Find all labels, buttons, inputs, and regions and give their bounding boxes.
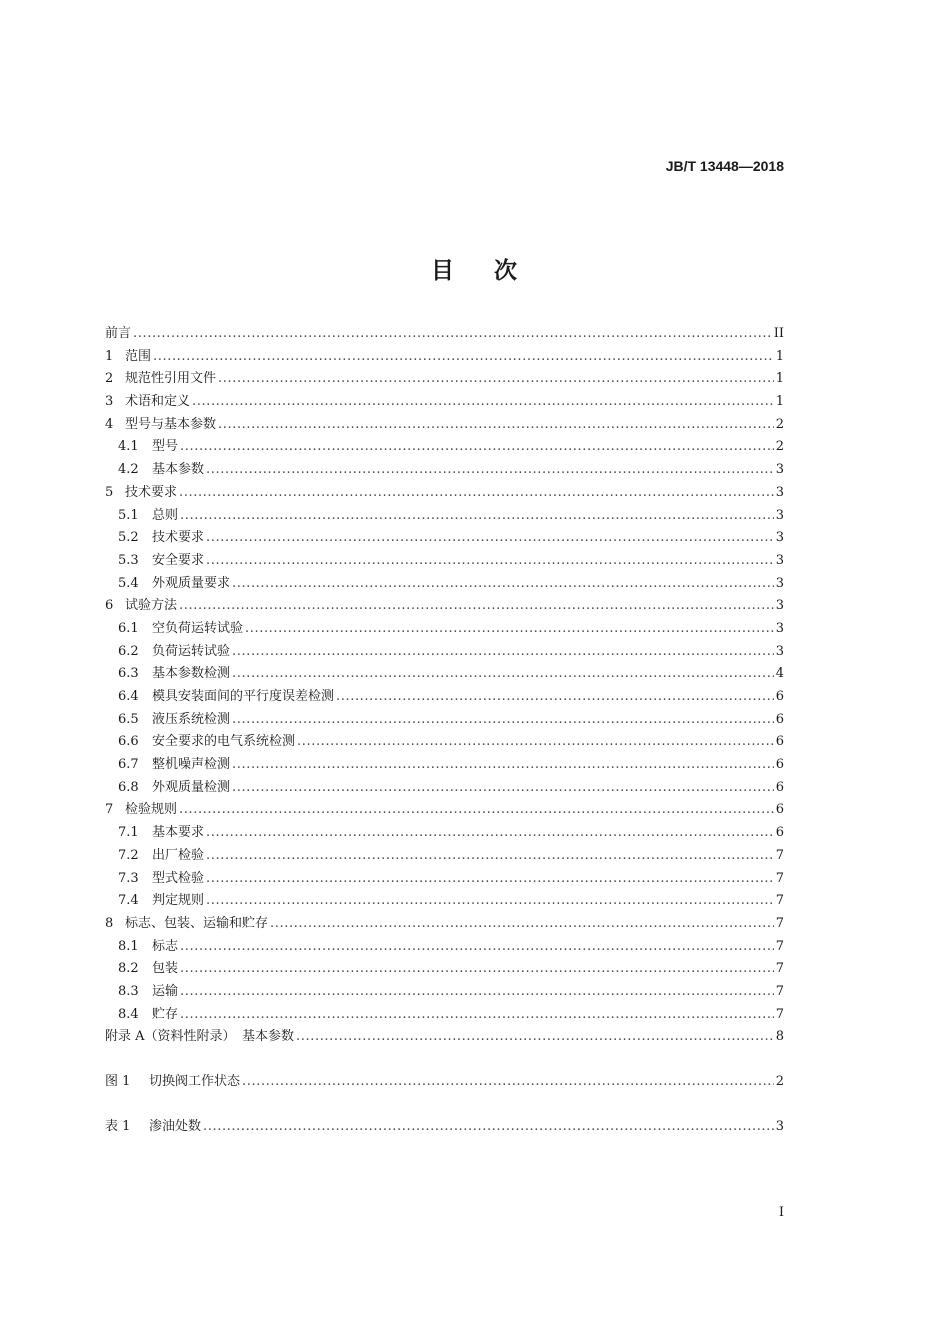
page-number: I (778, 1205, 784, 1220)
toc-entry-label: 型号 (152, 439, 179, 455)
toc-entry[interactable] (105, 1003, 784, 1026)
toc-entry-page: 3 (775, 575, 784, 591)
toc-entry-page: 7 (775, 893, 784, 909)
toc-entry-number: 7.3 (118, 870, 139, 886)
toc-entry[interactable] (105, 1115, 784, 1138)
toc-entry-label: 渗油处数 (149, 1118, 202, 1134)
toc-entry-page: 2 (775, 416, 784, 432)
toc-entry-number: 7 (105, 802, 114, 818)
toc-entry-label: 判定规则 (152, 893, 205, 909)
toc-entry-label: 运输 (152, 983, 179, 999)
toc-entry-label: 型式检验 (152, 870, 205, 886)
toc-entry-number: 7.1 (118, 825, 139, 841)
toc-entry[interactable] (105, 572, 784, 595)
toc-entry[interactable] (105, 821, 784, 844)
toc-leader-dots (245, 621, 774, 636)
toc-entry-number: 8 (105, 915, 114, 931)
toc-entry-page: 6 (775, 757, 784, 773)
toc-entry-number: 6.2 (118, 643, 139, 659)
toc-leader-dots (206, 871, 774, 886)
toc-entry-page: 7 (775, 1006, 784, 1022)
toc-entry-number: 4 (105, 416, 114, 432)
toc-entry[interactable] (105, 413, 784, 436)
toc-entry-number: 7.2 (118, 847, 139, 863)
toc-entry[interactable] (105, 912, 784, 935)
toc-entry-page: 3 (775, 530, 784, 546)
toc-entry-label: 型号与基本参数 (125, 416, 217, 432)
toc-leader-dots (232, 644, 774, 659)
toc-leader-dots (203, 1119, 774, 1134)
toc-leader-dots (232, 576, 774, 591)
toc-entry-page: 6 (775, 734, 784, 750)
toc-entry-label: 液压系统检测 (152, 711, 231, 727)
toc-entry-page: 3 (775, 598, 784, 614)
toc-leader-dots (179, 802, 774, 817)
toc-entry-number: 8.4 (118, 1006, 139, 1022)
toc-leader-dots (206, 462, 774, 477)
toc-entry-page: 7 (775, 847, 784, 863)
toc-leader-dots (206, 553, 774, 568)
toc-entry-label: 总则 (152, 507, 179, 523)
toc-entry-label: 附录 A（资料性附录） 基本参数 (105, 1029, 295, 1045)
toc-entry-page: II (773, 326, 784, 341)
toc-entry[interactable] (105, 957, 784, 980)
toc-entry-number: 6.8 (118, 779, 139, 795)
toc-entry-label: 切换阀工作状态 (149, 1074, 241, 1089)
toc-entry[interactable] (105, 640, 784, 663)
toc-entry-label: 标志、包装、运输和贮存 (125, 915, 269, 931)
toc-entry-label: 外观质量检测 (152, 779, 231, 795)
toc-entry-label: 试验方法 (125, 598, 178, 614)
toc-entry[interactable] (105, 662, 784, 685)
toc-leader-dots (218, 371, 774, 386)
toc-leader-dots (232, 757, 774, 772)
toc-entry-page: 3 (775, 484, 784, 500)
toc-leader-dots (192, 394, 774, 409)
toc-entry-number: 6.5 (118, 711, 139, 727)
toc-leader-dots (180, 508, 774, 523)
toc-leader-dots (179, 485, 774, 500)
toc-leader-dots (180, 939, 774, 954)
standard-number: JB/T 13448—2018 (665, 158, 784, 174)
toc-entry[interactable] (105, 753, 784, 776)
toc-entry-page: 7 (775, 938, 784, 954)
toc-entry-label: 贮存 (152, 1006, 179, 1022)
title-char-2: 次 (494, 257, 519, 284)
toc-entry[interactable] (105, 1070, 784, 1093)
toc-leader-dots (206, 893, 774, 908)
toc-entry-number: 图 1 (105, 1074, 131, 1089)
toc-entry-page: 6 (775, 825, 784, 841)
toc-entry-label: 包装 (152, 961, 179, 977)
toc-entry-label: 检验规则 (125, 802, 178, 818)
toc-entry[interactable] (105, 435, 784, 458)
toc-entry-page: 3 (775, 643, 784, 659)
toc-entry[interactable] (105, 798, 784, 821)
toc-entry-label: 技术要求 (152, 530, 205, 546)
toc-entry[interactable] (105, 1025, 784, 1048)
toc-entry-number: 1 (105, 348, 114, 364)
toc-entry-page: 2 (775, 439, 784, 455)
toc-entry-page: 3 (775, 462, 784, 478)
toc-entry-label: 安全要求 (152, 552, 205, 568)
toc-entry-number: 6.6 (118, 734, 139, 750)
toc-entry[interactable] (105, 776, 784, 799)
toc-entry[interactable] (105, 367, 784, 390)
toc-entry-number: 5 (105, 484, 114, 500)
toc-entry-label: 出厂检验 (152, 847, 205, 863)
toc-entry-page: 4 (775, 666, 784, 682)
toc-entry-label: 范围 (125, 348, 152, 364)
toc-entry[interactable] (105, 481, 784, 504)
toc-entry-page: 1 (775, 394, 784, 410)
toc-entry-number: 5.2 (118, 530, 139, 546)
toc-entry-number: 6.3 (118, 666, 139, 682)
toc-leader-dots (218, 417, 774, 432)
toc-entry[interactable] (105, 617, 784, 640)
toc-entry[interactable] (105, 526, 784, 549)
toc-leader-dots (232, 780, 774, 795)
toc-entry[interactable] (105, 889, 784, 912)
toc-entry[interactable] (105, 594, 784, 617)
toc-entry[interactable] (105, 685, 784, 708)
toc-entry-number: 6.1 (118, 620, 139, 636)
toc-entry-page: 6 (775, 689, 784, 704)
toc-entry-number: 4.2 (118, 462, 139, 478)
toc-entry-number: 6.7 (118, 757, 139, 773)
toc-entry-page: 7 (775, 983, 784, 999)
toc-entry-label: 术语和定义 (125, 394, 191, 410)
toc-leader-dots (232, 666, 774, 681)
toc-entry-page: 3 (775, 1118, 784, 1134)
toc-entry[interactable] (105, 935, 784, 958)
toc-entry-label: 负荷运转试验 (152, 643, 231, 659)
toc-entry-number: 5.4 (118, 575, 139, 591)
toc-entry-label: 标志 (152, 938, 179, 954)
toc-entry-page: 2 (775, 1074, 784, 1089)
toc-entry-page: 1 (775, 348, 784, 364)
toc-entry-page: 8 (775, 1029, 784, 1045)
toc-entry[interactable] (105, 322, 784, 345)
toc-entry-label: 基本要求 (152, 825, 205, 841)
toc-entry-number: 8.2 (118, 961, 139, 977)
toc-entry-page: 7 (775, 961, 784, 977)
table-of-contents (105, 322, 784, 1137)
toc-leader-dots (270, 916, 774, 931)
toc-entry-label: 技术要求 (125, 484, 178, 500)
toc-entry-label: 空负荷运转试验 (152, 620, 244, 636)
toc-leader-dots (133, 326, 772, 341)
toc-entry[interactable] (105, 708, 784, 731)
toc-entry[interactable] (105, 844, 784, 867)
toc-leader-dots (296, 1029, 774, 1044)
toc-leader-dots (180, 961, 774, 976)
toc-entry[interactable] (105, 549, 784, 572)
toc-entry-number: 2 (105, 371, 114, 387)
toc-entry-label: 外观质量要求 (152, 575, 231, 591)
toc-leader-dots (179, 598, 774, 613)
toc-leader-dots (206, 825, 774, 840)
toc-entry-label: 整机噪声检测 (152, 757, 231, 773)
toc-entry-number: 8.3 (118, 983, 139, 999)
toc-entry[interactable] (105, 730, 784, 753)
toc-entry-label: 规范性引用文件 (125, 371, 217, 387)
toc-leader-dots (297, 734, 774, 749)
toc-entry-page: 7 (775, 870, 784, 886)
toc-leader-dots (206, 530, 774, 545)
toc-entry-page: 1 (775, 371, 784, 387)
toc-entry-label: 模具安装面间的平行度误差检测 (152, 689, 335, 704)
toc-entry-page: 3 (775, 620, 784, 636)
page-title (0, 252, 950, 285)
toc-entry[interactable] (105, 980, 784, 1003)
toc-leader-dots (242, 1074, 774, 1089)
toc-entry[interactable] (105, 345, 784, 368)
toc-entry-label: 基本参数 (152, 462, 205, 478)
toc-leader-dots (180, 1007, 774, 1022)
toc-leader-dots (206, 848, 774, 863)
toc-entry-number: 3 (105, 394, 114, 410)
toc-leader-dots (180, 984, 774, 999)
toc-entry-number: 6.4 (118, 689, 139, 704)
toc-entry-number: 表 1 (105, 1118, 131, 1134)
toc-entry-page: 6 (775, 779, 784, 795)
toc-leader-dots (232, 712, 774, 727)
toc-entry-label: 基本参数检测 (152, 666, 231, 682)
toc-entry-page: 3 (775, 552, 784, 568)
toc-entry-number: 5.1 (118, 507, 139, 523)
toc-entry[interactable] (105, 390, 784, 413)
toc-entry[interactable] (105, 504, 784, 527)
title-char-1: 目 (431, 257, 456, 284)
toc-entry-number: 8.1 (118, 938, 139, 954)
toc-entry-number: 7.4 (118, 893, 139, 909)
toc-leader-dots (336, 689, 774, 704)
toc-entry-label: 安全要求的电气系统检测 (152, 734, 296, 750)
toc-entry-number: 4.1 (118, 439, 139, 455)
toc-entry-page: 6 (775, 711, 784, 727)
toc-entry-page: 3 (775, 507, 784, 523)
toc-entry-number: 5.3 (118, 552, 139, 568)
toc-leader-dots (180, 439, 774, 454)
toc-entry[interactable] (105, 458, 784, 481)
toc-entry-label: 前言 (105, 326, 132, 341)
toc-entry-page: 7 (775, 915, 784, 931)
toc-entry-number: 6 (105, 598, 114, 614)
toc-entry[interactable] (105, 867, 784, 890)
toc-entry-page: 6 (775, 802, 784, 818)
toc-leader-dots (153, 349, 774, 364)
